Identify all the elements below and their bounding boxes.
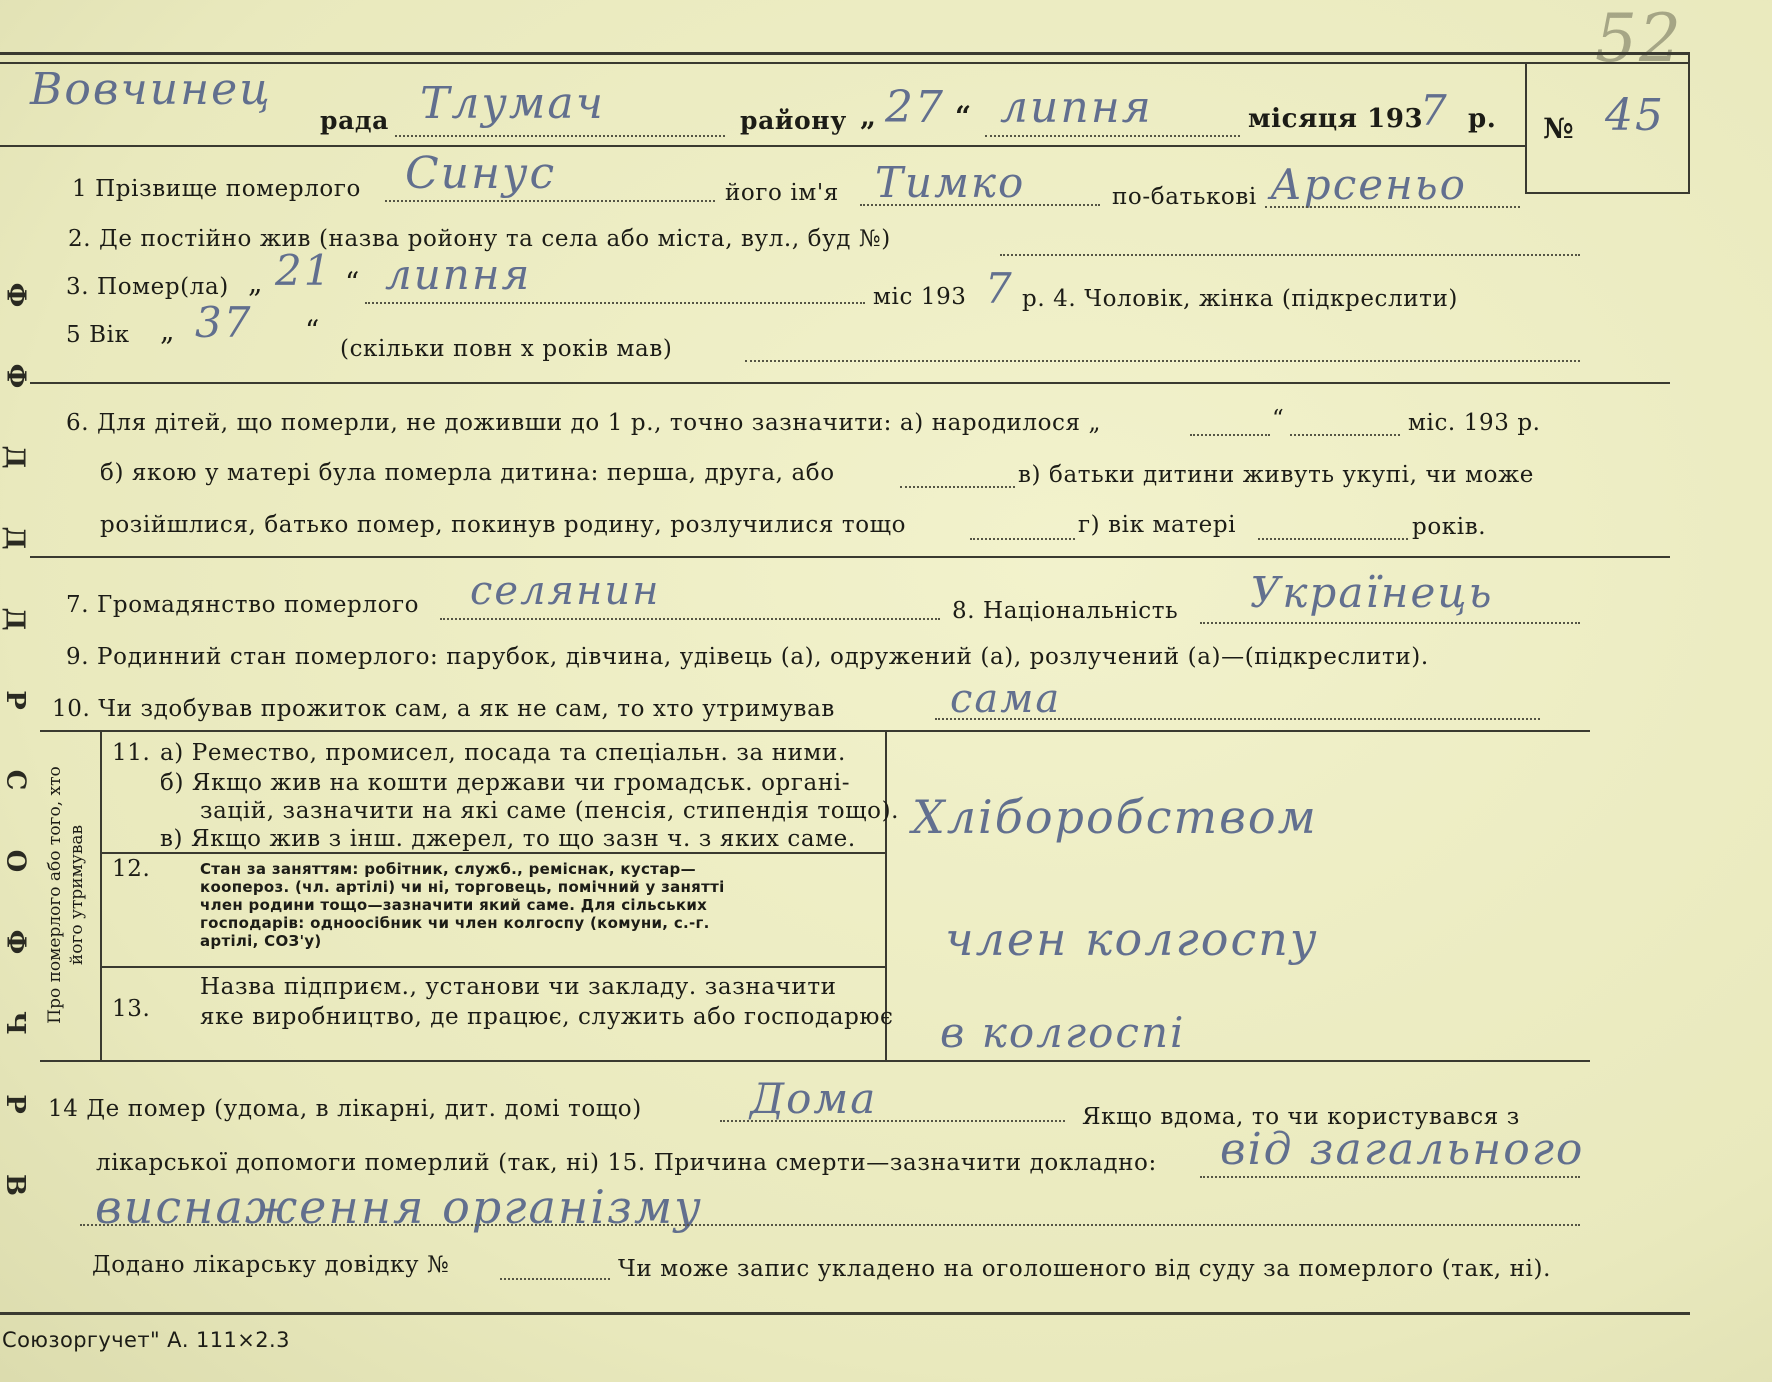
f7-label: 7. Громадянство померлого (66, 592, 420, 618)
f1-name-label: його ім'я (725, 180, 839, 206)
f13-no: 13. (112, 996, 151, 1022)
f6-line2b: в) батьки дитини живуть укупі, чи може (1018, 462, 1534, 488)
f5-label: 5 Вік (66, 322, 130, 348)
f14-dots (720, 1120, 1065, 1122)
f1-dots-a (385, 200, 715, 202)
f15-hand2: виснаження організму (95, 1180, 703, 1234)
side-letter: С (0, 770, 30, 791)
quote-close: “ (955, 100, 972, 133)
side-letter: Д (0, 607, 30, 631)
f6-dots-1 (1190, 434, 1270, 436)
corner-number: 52 (1595, 0, 1683, 77)
f5-tail: (скільки повн х років мав) (340, 336, 673, 362)
f3-dots (365, 302, 865, 304)
f7-hand: селянин (470, 568, 661, 614)
number-box-right (1688, 52, 1690, 192)
f6-line1-quote: “ (1272, 406, 1285, 432)
f1-patronymic-hand: Арсеньо (1270, 160, 1467, 209)
district-hand: Тлумач (420, 78, 605, 129)
f2-label: 2. Де постійно жив (назва ройону та села або міста, вул., буд №) (68, 226, 891, 252)
f6-line3c: років. (1412, 514, 1487, 540)
f3-month-hand: липня (385, 250, 532, 299)
f5-age-hand: 37 (195, 298, 253, 347)
f3-day-hand: 21 (275, 246, 333, 295)
footer-a: Додано лікарську довідку № (92, 1252, 450, 1278)
f14-hand: Дома (750, 1074, 878, 1123)
f11-c: в) Якщо жив з інш. джерел, то що зазн ч. з яких саме. (160, 826, 856, 852)
f11-a: а) Ремество, промисел, посада та спеціальн. за ними. (160, 740, 846, 766)
f1-name-hand: Тимко (875, 158, 1026, 207)
side-letter: Р (0, 1094, 30, 1114)
side-letter: Ф (0, 282, 30, 308)
rada-dots (395, 135, 725, 137)
f3-label: 3. Помер(ла) (66, 274, 229, 300)
f1-label: 1 Прізвище померлого (72, 176, 361, 202)
number-box-bottom (1525, 192, 1690, 194)
f1-surname-hand: Синус (405, 148, 557, 199)
header-rule (0, 145, 1525, 147)
f3-quote-close: “ (345, 266, 360, 299)
f6-dots-4 (970, 538, 1075, 540)
table-col-1 (100, 730, 102, 1060)
f1-dots-c (1265, 206, 1520, 208)
table-row-1 (100, 852, 885, 854)
side-vertical-label: Про померлого або того, хто його утримував (45, 766, 87, 1024)
f6-dots-2 (1290, 434, 1400, 436)
footer-b: Чи може запис укладено на оголошеного від суду за померлого (так, ні). (618, 1256, 1551, 1282)
rule-after-5 (30, 382, 1670, 384)
f11-no: 11. (112, 740, 151, 766)
side-letter: Р (0, 689, 30, 710)
f13-hand: в колгоспі (940, 1008, 1186, 1057)
f14-label: 14 Де помер (удома, в лікарні, дит. домі тощо) (48, 1096, 642, 1122)
number-label: № (1543, 112, 1575, 145)
f7-dots (440, 618, 940, 620)
printer-imprint: Союзоргучет" А. 111×2.3 (2, 1328, 290, 1352)
side-letter: Ф (0, 929, 30, 955)
day-hand: 27 (885, 82, 945, 133)
side-letter: Ч (0, 1011, 30, 1036)
f3-tail: р. 4. Чоловік, жінка (підкреслити) (1022, 286, 1459, 312)
f5-quote-open: „ (160, 314, 176, 347)
f13-l2: яке виробництво, де працює, служить або господарює (200, 1004, 894, 1030)
month-hand: липня (1000, 82, 1153, 133)
f13-l1: Назва підприєм., установи чи закладу. зазначити (200, 974, 837, 1000)
f6-line1-tail: міс. 193 р. (1408, 410, 1541, 436)
rule-after-6 (30, 556, 1670, 558)
f5-dots (745, 360, 1580, 362)
f10-label: 10. Чи здобував прожиток сам, а як не сам, то хто утримував (52, 696, 835, 722)
table-bottom (40, 1060, 1590, 1062)
f2-dots (1000, 254, 1580, 256)
f15-dots-2 (80, 1224, 1580, 1226)
f10-dots (935, 718, 1540, 720)
f12-l1: Стан за заняттям: робітник, служб., реміснак, кустар— (200, 860, 696, 878)
f8-label: 8. Національність (952, 598, 1179, 624)
district-label: району (740, 106, 847, 135)
f12-l5: артілі, СОЗ'у) (200, 932, 322, 950)
f6-line1: 6. Для дітей, що померли, не доживши до 1 р., точно зазначити: а) народилося „ (66, 410, 1102, 436)
f11-hand: Хліборобством (912, 790, 1318, 844)
f12-l4: господарів: одноосібник чи член колгоспу (комуни, с.-г. (200, 914, 710, 932)
f14-tail: Якщо вдома, то чи користувався з (1082, 1104, 1520, 1130)
f15-hand1: від загального (1220, 1124, 1585, 1175)
side-letter: Д (0, 526, 30, 550)
table-top (40, 730, 1590, 732)
side-letter: Д (0, 445, 30, 469)
year-hand: 7 (1420, 86, 1449, 135)
archive-side-stamp (0, 280, 30, 1200)
f11-b2: зацій, зазначити на які саме (пенсія, стипендія тощо). (200, 798, 900, 824)
quote-open: „ (860, 100, 877, 133)
footer-dots (500, 1278, 610, 1280)
bottom-border (0, 1312, 1690, 1315)
year-suffix: р. (1468, 104, 1497, 134)
f1-dots-b (860, 204, 1100, 206)
f14-line2: лікарської допомоги померлий (так, ні) 15. Причина смерти—зазначити докладно: (96, 1150, 1157, 1176)
f5-quote-close: “ (305, 314, 320, 347)
table-row-2 (100, 966, 885, 968)
f3-year-hand: 7 (985, 264, 1014, 313)
f11-b1: б) Якщо жив на кошти держави чи громадськ. органі- (160, 770, 851, 796)
f12-l2: коопероз. (чл. артілі) чи ні, торговець, помічний у заняттi (200, 878, 725, 896)
f8-hand: Українець (1250, 568, 1494, 617)
f8-dots (1200, 622, 1580, 624)
f12-l3: член родини тощо—зазначити який саме. Для сільських (200, 896, 708, 914)
rada-hand: Вовчинец (30, 64, 272, 115)
rada-label: рада (320, 106, 389, 135)
f6-line3a: розійшлися, батько помер, покинув родину, розлучилися тощо (100, 512, 907, 538)
f15-dots-1 (1200, 1176, 1580, 1178)
top-border (0, 52, 1690, 55)
f6-dots-3 (900, 486, 1015, 488)
f3-quote-open: „ (248, 266, 264, 299)
f12-no: 12. (112, 856, 151, 882)
side-letter: О (0, 850, 30, 873)
f3-mis-label: міс 193 (873, 284, 967, 310)
side-letter: Ф (0, 363, 30, 389)
f6-dots-5 (1258, 538, 1408, 540)
number-box-left (1525, 62, 1527, 192)
f9-label: 9. Родинний стан померлого: парубок, дівчина, удівець (а), одружений (а), розлучений (а)—(підкреслити). (66, 644, 1429, 670)
side-letter: В (0, 1173, 30, 1196)
f1-patronymic-label: по-батькові (1112, 184, 1257, 210)
number-hand: 45 (1605, 90, 1665, 141)
month-dots (985, 135, 1240, 137)
month-label: місяця 193 (1248, 104, 1424, 134)
f10-hand: сама (950, 676, 1062, 722)
f12-hand: член колгоспу (945, 912, 1319, 966)
f6-line3b: г) вік матері (1078, 512, 1237, 538)
f6-line2a: б) якою у матері була померла дитина: перша, друга, або (100, 460, 835, 486)
